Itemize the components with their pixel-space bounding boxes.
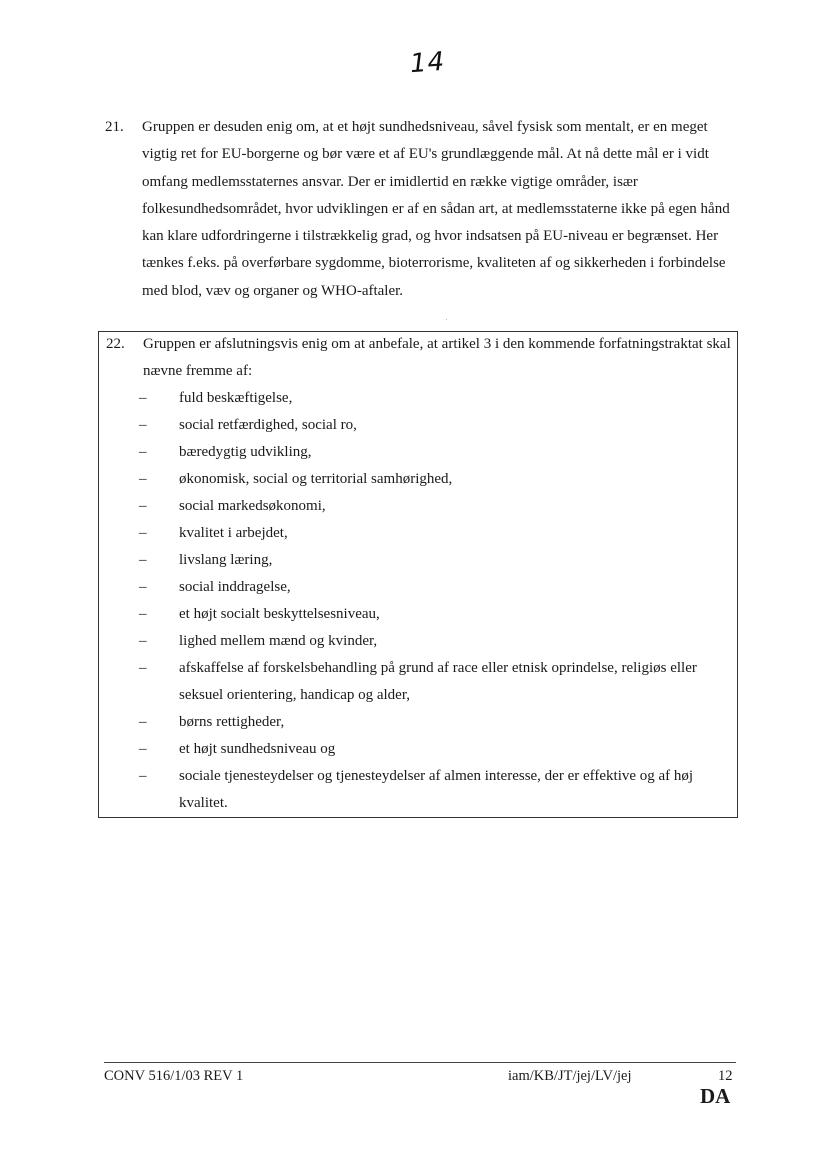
list-item [139, 412, 734, 439]
recommendation-list [139, 385, 734, 817]
scan-speck [446, 319, 447, 320]
list-item-text: social inddragelse, [179, 579, 291, 595]
list-item [139, 493, 734, 520]
paragraph-text: Gruppen er desuden enig om, at et højt sundhedsniveau, såvel fysisk som mentalt, er en meget vigtig ret for EU-borgerne og bør være et af EU's grundlæggende mål. At nå dette mål er i vidt omfang medlemsstaternes ansvar. Der er imidlertid en række vigtige områder, især folkesundhedsområdet, hvor udviklingen er af en sådan art, at medlemsstaterne ikke på egen hånd kan klare udfordringerne i tilstrækkelig grad, og hvor indsatsen på EU-niveau er begrænset. Her tænkes f.eks. på overførbare sygdomme, bioterrorisme, kvaliteten af og sikkerheden i forbindelse med blod, væv og organer og WHO-aftaler. [142, 119, 730, 299]
dash-bullet: – [139, 633, 147, 649]
list-item [139, 466, 734, 493]
dash-bullet: – [139, 417, 147, 433]
list-item-text: fuld beskæftigelse, [179, 390, 293, 406]
list-item-text: kvalitet i arbejdet, [179, 525, 288, 541]
language-code: DA [700, 1084, 731, 1108]
list-item [139, 601, 734, 628]
paragraph-21 [105, 114, 745, 305]
list-item-text: afskaffelse af forskelsbehandling på grund af race eller etnisk oprindelse, religiøs eller seksuel orientering, handicap og alder, [179, 660, 697, 703]
dash-bullet: – [139, 579, 147, 595]
list-item [139, 547, 734, 574]
list-item [139, 385, 734, 412]
list-item-text: sociale tjenesteydelser og tjenesteydelser af almen interesse, der er effektive og af høj kvalitet. [179, 768, 694, 811]
paragraph-intro: Gruppen er afslutningsvis enig om at anbefale, at artikel 3 i den kommende forfatningstraktat skal nævne fremme af: [143, 336, 731, 379]
list-item-text: bæredygtig udvikling, [179, 444, 312, 460]
list-item [139, 736, 734, 763]
list-item [139, 763, 734, 817]
list-item-text: børns rettigheder, [179, 714, 285, 730]
list-item-text: et højt sundhedsniveau og [179, 741, 336, 757]
handwritten-page-number: 14 [408, 46, 447, 80]
paragraph-number: 22. [106, 336, 125, 352]
dash-bullet: – [139, 525, 147, 541]
list-item-text: social markedsøkonomi, [179, 498, 326, 514]
list-item-text: social retfærdighed, social ro, [179, 417, 357, 433]
dash-bullet: – [139, 444, 147, 460]
paragraph-22-box [98, 331, 738, 818]
page-number: 12 [718, 1068, 733, 1084]
list-item-text: økonomisk, social og territorial samhørighed, [179, 471, 453, 487]
footer-divider [104, 1062, 736, 1063]
dash-bullet: – [139, 660, 147, 676]
list-item [139, 439, 734, 466]
dash-bullet: – [139, 741, 147, 757]
document-reference: CONV 516/1/03 REV 1 [104, 1068, 244, 1084]
list-item [139, 520, 734, 547]
author-initials: iam/KB/JT/jej/LV/jej [508, 1068, 632, 1084]
list-item-text: livslang læring, [179, 552, 273, 568]
dash-bullet: – [139, 498, 147, 514]
list-item-text: et højt socialt beskyttelsesniveau, [179, 606, 380, 622]
list-item [139, 574, 734, 601]
dash-bullet: – [139, 714, 147, 730]
list-item [139, 655, 734, 709]
dash-bullet: – [139, 471, 147, 487]
list-item-text: lighed mellem mænd og kvinder, [179, 633, 378, 649]
paragraph-number: 21. [105, 119, 124, 135]
list-item [139, 628, 734, 655]
dash-bullet: – [139, 390, 147, 406]
dash-bullet: – [139, 552, 147, 568]
dash-bullet: – [139, 606, 147, 622]
list-item [139, 709, 734, 736]
dash-bullet: – [139, 768, 147, 784]
